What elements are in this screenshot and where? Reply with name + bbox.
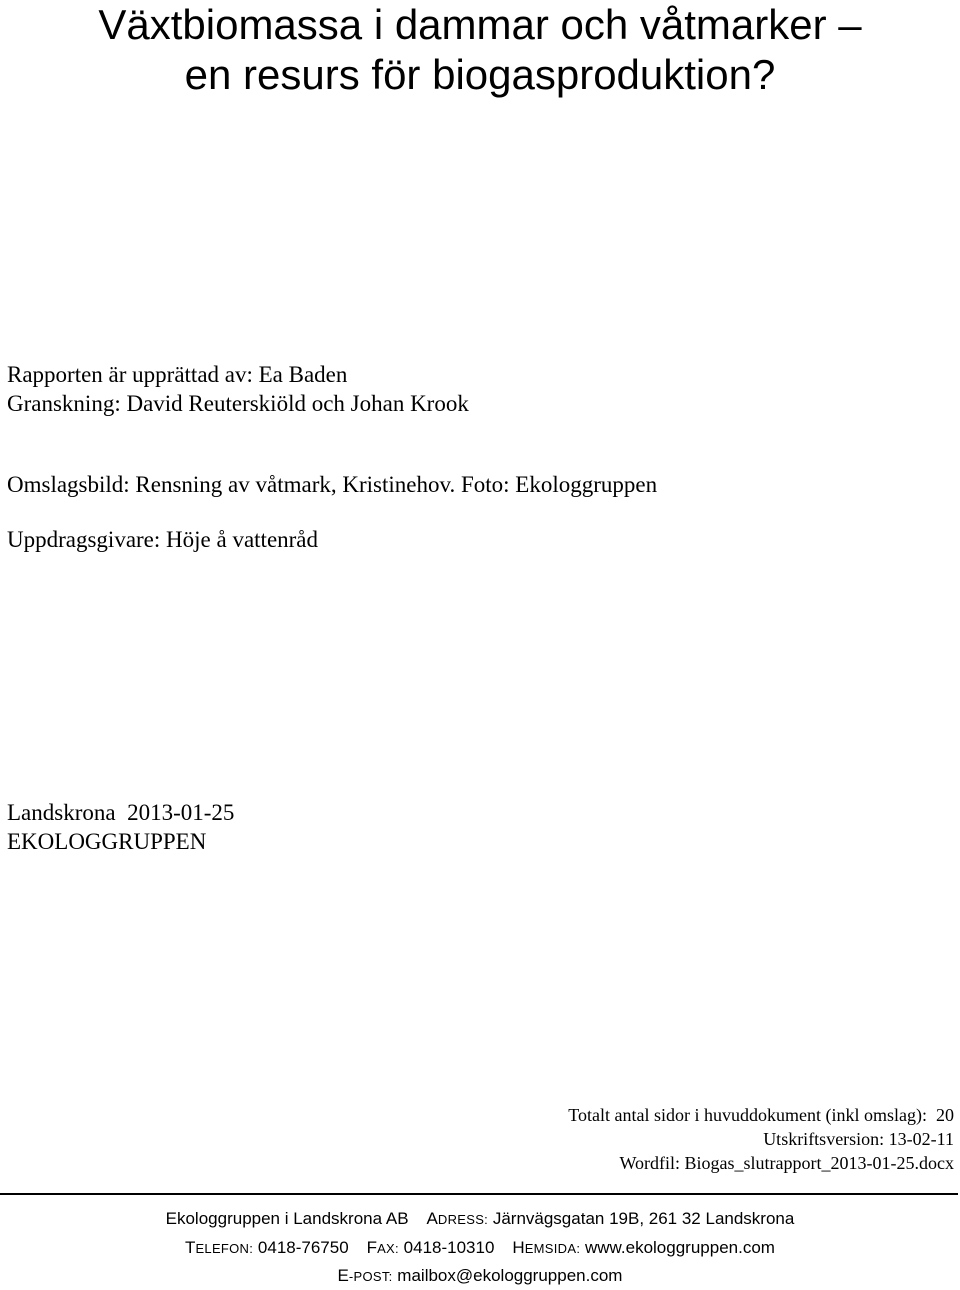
phone-label-cap: T [185,1238,196,1257]
document-info [568,1103,954,1175]
cover-photo-line: Omslagsbild: Rensning av våtmark, Kristinehov. Foto: Ekologgruppen [7,472,658,497]
place-date-line: Landskrona 2013-01-25 [7,800,235,825]
email-label: -POST: [348,1269,393,1284]
email-link[interactable]: mailbox@ekologgruppen.com [397,1266,623,1285]
phone-label: ELEFON: [195,1241,254,1256]
web-link[interactable]: www.ekologgruppen.com [585,1238,775,1257]
document-title [0,0,960,100]
title-line-2: en resurs för biogasproduktion? [184,51,776,98]
address-value: Järnvägsgatan 19B, 261 32 Landskrona [492,1209,795,1228]
fax-value: 0418-10310 [403,1238,495,1257]
author-line: Rapporten är upprättad av: Ea Baden [7,362,348,387]
fax-label: AX: [377,1241,399,1256]
footer-line-1 [0,1209,960,1229]
footer-line-3 [0,1266,960,1286]
title-line-1: Växtbiomassa i dammar och våtmarker – [98,1,862,48]
web-label-cap: H [512,1238,525,1257]
fax-label-cap: F [366,1238,378,1257]
page-count-line: Totalt antal sidor i huvuddokument (inkl omslag): 20 [568,1105,954,1125]
client-line: Uppdragsgivare: Höje å vattenråd [7,527,319,552]
print-version-line: Utskriftsversion: 13-02-11 [763,1129,954,1149]
review-line: Granskning: David Reuterskiöld och Johan Krook [7,391,469,416]
address-label-cap: A [426,1209,438,1228]
company-name: Ekologgruppen i Landskrona AB [165,1209,409,1228]
organization-name: EKOLOGGRUPPEN [7,829,207,854]
wordfile-line: Wordfil: Biogas_slutrapport_2013-01-25.docx [619,1153,954,1173]
footer-line-2 [0,1238,960,1258]
email-label-cap: E [337,1266,349,1285]
address-label: DRESS: [437,1212,489,1227]
footer-divider [0,1193,958,1195]
web-label: EMSIDA: [524,1241,581,1256]
phone-value: 0418-76750 [257,1238,349,1257]
